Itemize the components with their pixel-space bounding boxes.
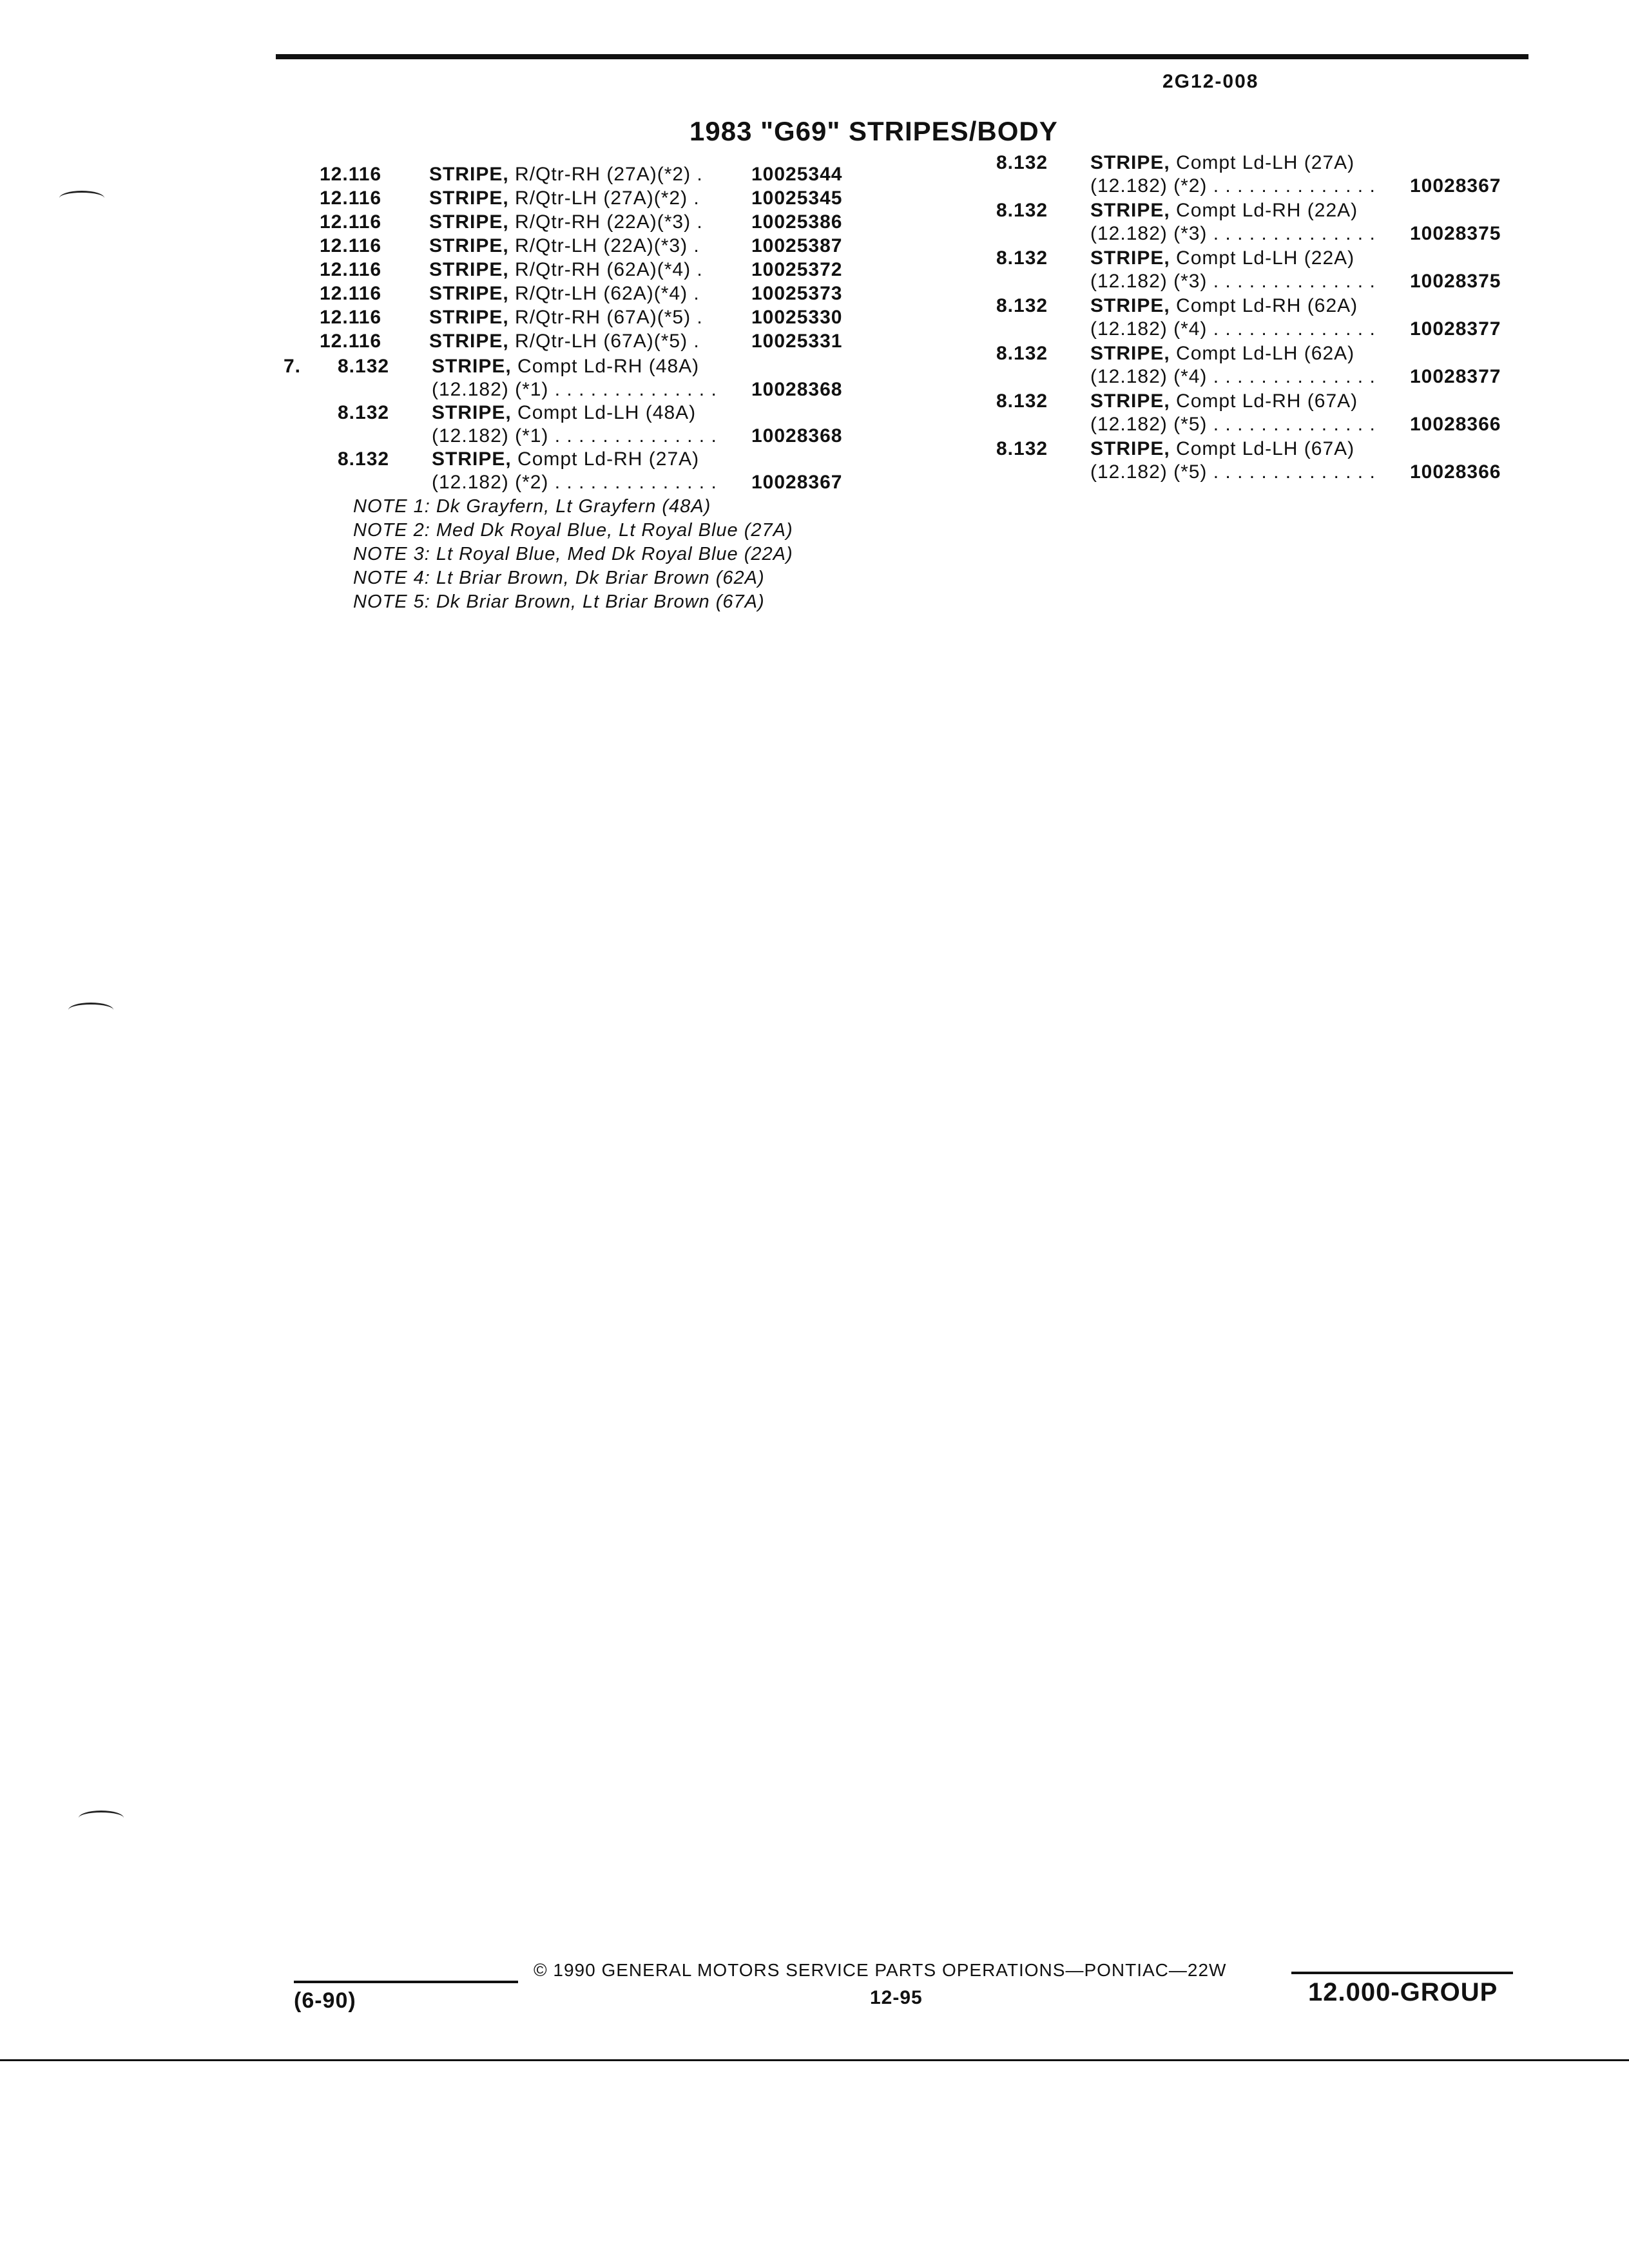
part-number: 10025372 — [751, 259, 843, 280]
group-number: 12.116 — [320, 307, 382, 328]
group-number: 8.132 — [996, 295, 1048, 316]
binder-hole-mark — [59, 191, 104, 206]
footer-date: (6-90) — [294, 1988, 356, 2013]
bottom-rule — [0, 2059, 1629, 2061]
leader-dots: . — [691, 211, 703, 233]
part-reference: (12.182) (*4) — [1090, 318, 1208, 340]
leader-dots: . . . . . . . . . . . . . . — [1207, 223, 1376, 244]
footer-rule-left — [294, 1981, 518, 1983]
part-reference: (12.182) (*5) — [1090, 461, 1208, 483]
leader-dots: . . . . . . . . . . . . . . — [1207, 175, 1376, 197]
part-number: 10025386 — [751, 211, 843, 233]
group-number: 12.116 — [320, 331, 382, 352]
part-number: 10028367 — [751, 472, 843, 493]
part-name: STRIPE, — [429, 187, 509, 209]
part-name: STRIPE, — [429, 235, 509, 256]
part-description: R/Qtr-LH (62A)(*4) — [515, 283, 688, 304]
part-reference: (12.182) (*3) — [1090, 271, 1208, 292]
leader-dots: . — [688, 235, 700, 256]
part-description: Compt Ld-LH (27A) — [1176, 152, 1355, 173]
part-number: 10025344 — [751, 164, 843, 185]
group-number: 8.132 — [996, 390, 1048, 412]
header-rule — [276, 54, 1528, 59]
leader-dots: . — [688, 331, 700, 352]
footer-group: 12.000-GROUP — [1308, 1978, 1498, 2006]
leader-dots: . . . . . . . . . . . . . . — [548, 379, 717, 400]
part-description: Compt Ld-RH (48A) — [517, 356, 700, 377]
part-number: 10028366 — [1410, 461, 1501, 483]
part-name: STRIPE, — [432, 356, 512, 377]
part-description: R/Qtr-RH (27A)(*2) — [515, 164, 691, 185]
group-number: 8.132 — [338, 402, 390, 423]
group-number: 12.116 — [320, 211, 382, 233]
part-name: STRIPE, — [429, 211, 509, 233]
part-description: Compt Ld-RH (22A) — [1176, 200, 1358, 221]
part-reference: (12.182) (*1) — [432, 379, 549, 400]
part-description: R/Qtr-RH (62A)(*4) — [515, 259, 691, 280]
note-line: NOTE 2: Med Dk Royal Blue, Lt Royal Blue (27A) — [353, 520, 793, 541]
part-name: STRIPE, — [429, 307, 509, 328]
part-number: 10028377 — [1410, 366, 1501, 387]
part-number: 10025373 — [751, 283, 843, 304]
part-description: R/Qtr-LH (22A)(*3) — [515, 235, 688, 256]
part-number: 10028366 — [1410, 414, 1501, 435]
binder-hole-mark — [68, 1003, 113, 1017]
group-number: 12.116 — [320, 283, 382, 304]
part-name: STRIPE, — [1090, 295, 1170, 316]
part-name: STRIPE, — [1090, 438, 1170, 459]
part-description: Compt Ld-RH (62A) — [1176, 295, 1358, 316]
part-number: 10028368 — [751, 379, 843, 400]
binder-hole-mark — [79, 1811, 124, 1825]
note-line: NOTE 5: Dk Briar Brown, Lt Briar Brown (67A) — [353, 591, 765, 612]
part-name: STRIPE, — [429, 259, 509, 280]
part-name: STRIPE, — [1090, 343, 1170, 364]
part-description: R/Qtr-RH (22A)(*3) — [515, 211, 691, 233]
note-line: NOTE 4: Lt Briar Brown, Dk Briar Brown (62A) — [353, 568, 765, 588]
part-description: Compt Ld-LH (62A) — [1176, 343, 1355, 364]
part-number: 10025330 — [751, 307, 843, 328]
page-number: 12-95 — [870, 1987, 923, 2008]
group-number: 8.132 — [996, 152, 1048, 173]
note-line: NOTE 3: Lt Royal Blue, Med Dk Royal Blue (22A) — [353, 544, 793, 564]
group-number: 12.116 — [320, 164, 382, 185]
leader-dots: . . . . . . . . . . . . . . — [1207, 271, 1376, 292]
copyright-line: © 1990 GENERAL MOTORS SERVICE PARTS OPERATIONS—PONTIAC—22W — [534, 1960, 1227, 1980]
leader-dots: . — [688, 283, 700, 304]
leader-dots: . . . . . . . . . . . . . . — [1207, 461, 1376, 483]
leader-dots: . — [691, 307, 703, 328]
part-name: STRIPE, — [1090, 200, 1170, 221]
leader-dots: . . . . . . . . . . . . . . — [1207, 318, 1376, 340]
leader-dots: . . . . . . . . . . . . . . — [1207, 414, 1376, 435]
part-name: STRIPE, — [432, 448, 512, 470]
part-description: Compt Ld-RH (27A) — [517, 448, 700, 470]
footer-rule-right — [1291, 1972, 1513, 1974]
part-description: Compt Ld-LH (48A) — [517, 402, 697, 423]
group-number: 8.132 — [996, 438, 1048, 459]
part-number: 10028377 — [1410, 318, 1501, 340]
leader-dots: . . . . . . . . . . . . . . — [548, 472, 717, 493]
leader-dots: . — [691, 164, 703, 185]
part-number: 10025387 — [751, 235, 843, 256]
leader-dots: . . . . . . . . . . . . . . — [548, 425, 717, 447]
part-name: STRIPE, — [429, 283, 509, 304]
part-name: STRIPE, — [1090, 390, 1170, 412]
part-name: STRIPE, — [429, 331, 509, 352]
part-description: R/Qtr-LH (27A)(*2) — [515, 187, 688, 209]
part-name: STRIPE, — [1090, 152, 1170, 173]
part-description: Compt Ld-RH (67A) — [1176, 390, 1358, 412]
part-number: 10028375 — [1410, 223, 1501, 244]
leader-dots: . . . . . . . . . . . . . . — [1207, 366, 1376, 387]
part-number: 10025345 — [751, 187, 843, 209]
group-number: 8.132 — [338, 448, 390, 470]
part-description: Compt Ld-LH (22A) — [1176, 247, 1355, 269]
leader-dots: . — [691, 259, 703, 280]
group-number: 8.132 — [996, 200, 1048, 221]
part-description: R/Qtr-LH (67A)(*5) — [515, 331, 688, 352]
part-number: 10028368 — [751, 425, 843, 447]
note-line: NOTE 1: Dk Grayfern, Lt Grayfern (48A) — [353, 496, 711, 517]
part-reference: (12.182) (*4) — [1090, 366, 1208, 387]
group-number: 12.116 — [320, 259, 382, 280]
part-number: 10028375 — [1410, 271, 1501, 292]
group-number: 8.132 — [996, 247, 1048, 269]
group-number: 12.116 — [320, 235, 382, 256]
document-code: 2G12-008 — [1162, 71, 1259, 92]
item-index: 7. — [284, 356, 302, 377]
part-number: 10028367 — [1410, 175, 1501, 197]
part-reference: (12.182) (*2) — [1090, 175, 1208, 197]
part-reference: (12.182) (*2) — [432, 472, 549, 493]
part-reference: (12.182) (*1) — [432, 425, 549, 447]
leader-dots: . — [688, 187, 700, 209]
part-name: STRIPE, — [429, 164, 509, 185]
part-number: 10025331 — [751, 331, 843, 352]
part-description: R/Qtr-RH (67A)(*5) — [515, 307, 691, 328]
page-title: 1983 "G69" STRIPES/BODY — [689, 116, 1058, 146]
part-name: STRIPE, — [432, 402, 512, 423]
part-reference: (12.182) (*3) — [1090, 223, 1208, 244]
part-description: Compt Ld-LH (67A) — [1176, 438, 1355, 459]
group-number: 8.132 — [338, 356, 390, 377]
part-reference: (12.182) (*5) — [1090, 414, 1208, 435]
group-number: 12.116 — [320, 187, 382, 209]
part-name: STRIPE, — [1090, 247, 1170, 269]
group-number: 8.132 — [996, 343, 1048, 364]
